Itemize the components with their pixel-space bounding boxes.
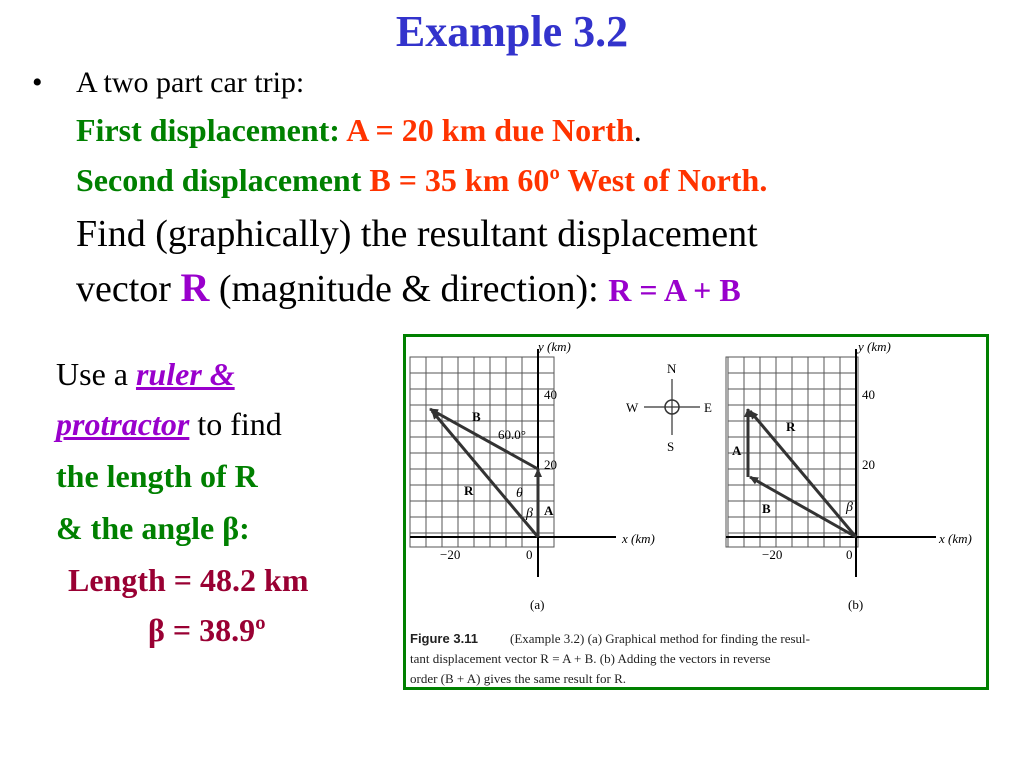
grid-b — [726, 357, 858, 547]
tick-40-b: 40 — [862, 387, 875, 402]
equation-R-A-B: R = A + B — [608, 272, 741, 308]
caption-line-2: tant displacement vector R = A + B. (b) Adding the vectors in reverse — [410, 651, 771, 666]
slide-title: Example 3.2 — [395, 7, 629, 56]
protractor-text: protractor — [56, 406, 190, 442]
angle-beta-text: & the angle β: — [56, 510, 250, 546]
y-axis-label-b: y (km) — [858, 339, 891, 354]
first-displacement-line — [76, 112, 642, 149]
first-displacement-value: A = 20 km due North — [346, 112, 634, 148]
second-displacement-line — [76, 162, 767, 199]
figure-frame — [403, 334, 989, 690]
find-vector-word: vector — [76, 268, 171, 310]
tick-neg20-a: −20 — [440, 547, 461, 562]
second-displacement-label: Second displacement — [76, 162, 362, 198]
tick-20-a: 20 — [544, 457, 557, 472]
bullet-intro: A two part car trip: — [76, 66, 305, 99]
find-line-2 — [76, 264, 741, 311]
compass-N: N — [667, 361, 677, 376]
tick-40-a: 40 — [544, 387, 557, 402]
ruler-text: ruler & — [135, 356, 235, 392]
panel-b-label: (b) — [848, 597, 864, 612]
to-find-text: to find — [197, 406, 282, 442]
label-A-b: A — [732, 443, 742, 458]
label-R-a: R — [464, 483, 474, 498]
tick-0-b: 0 — [846, 547, 853, 562]
second-displacement-value: B = 35 km 60º West of North. — [369, 162, 768, 198]
label-B-b: B — [762, 501, 771, 516]
tick-0-a: 0 — [526, 547, 533, 562]
x-axis-label-a: x (km) — [622, 531, 655, 546]
beta-label-a: β — [526, 506, 533, 521]
tick-neg20-b: −20 — [762, 547, 783, 562]
y-axis-label-a: y (km) — [538, 339, 571, 354]
beta-label-b: β — [846, 500, 853, 515]
tick-20-b: 20 — [862, 457, 875, 472]
compass-S: S — [667, 439, 675, 454]
bullet-marker: • — [32, 66, 43, 99]
label-R-b: R — [786, 419, 796, 434]
caption-figure-label: Figure 3.11 — [410, 631, 478, 646]
compass-W: W — [626, 400, 639, 415]
use-a-text: Use a — [56, 356, 128, 392]
angle-60-label: 60.0° — [498, 427, 526, 442]
length-of-R-text: the length of R — [56, 458, 258, 494]
caption-line-3: order (B + A) gives the same result for R. — [410, 671, 627, 686]
find-line-1: Find (graphically) the resultant displacement — [76, 213, 758, 255]
label-A-a: A — [544, 503, 554, 518]
protractor-line — [56, 406, 282, 443]
first-displacement-end: . — [633, 112, 642, 148]
label-B-a: B — [472, 409, 481, 424]
compass-icon — [626, 361, 712, 454]
use-a-line — [56, 356, 235, 393]
beta-result: β = 38.9º — [148, 612, 266, 648]
length-result: Length = 48.2 km — [68, 562, 309, 598]
theta-label: θ — [516, 486, 523, 501]
find-magnitude-direction: (magnitude & direction): — [218, 268, 599, 310]
compass-E: E — [704, 400, 712, 415]
caption-line-1: (Example 3.2) (a) Graphical method for finding the resul- — [510, 631, 810, 646]
x-axis-label-b: x (km) — [939, 531, 972, 546]
panel-a-label: (a) — [530, 597, 545, 612]
vector-R-symbol: R — [180, 265, 210, 310]
figure-3-11 — [406, 337, 986, 687]
first-displacement-label: First displacement: — [76, 112, 340, 148]
